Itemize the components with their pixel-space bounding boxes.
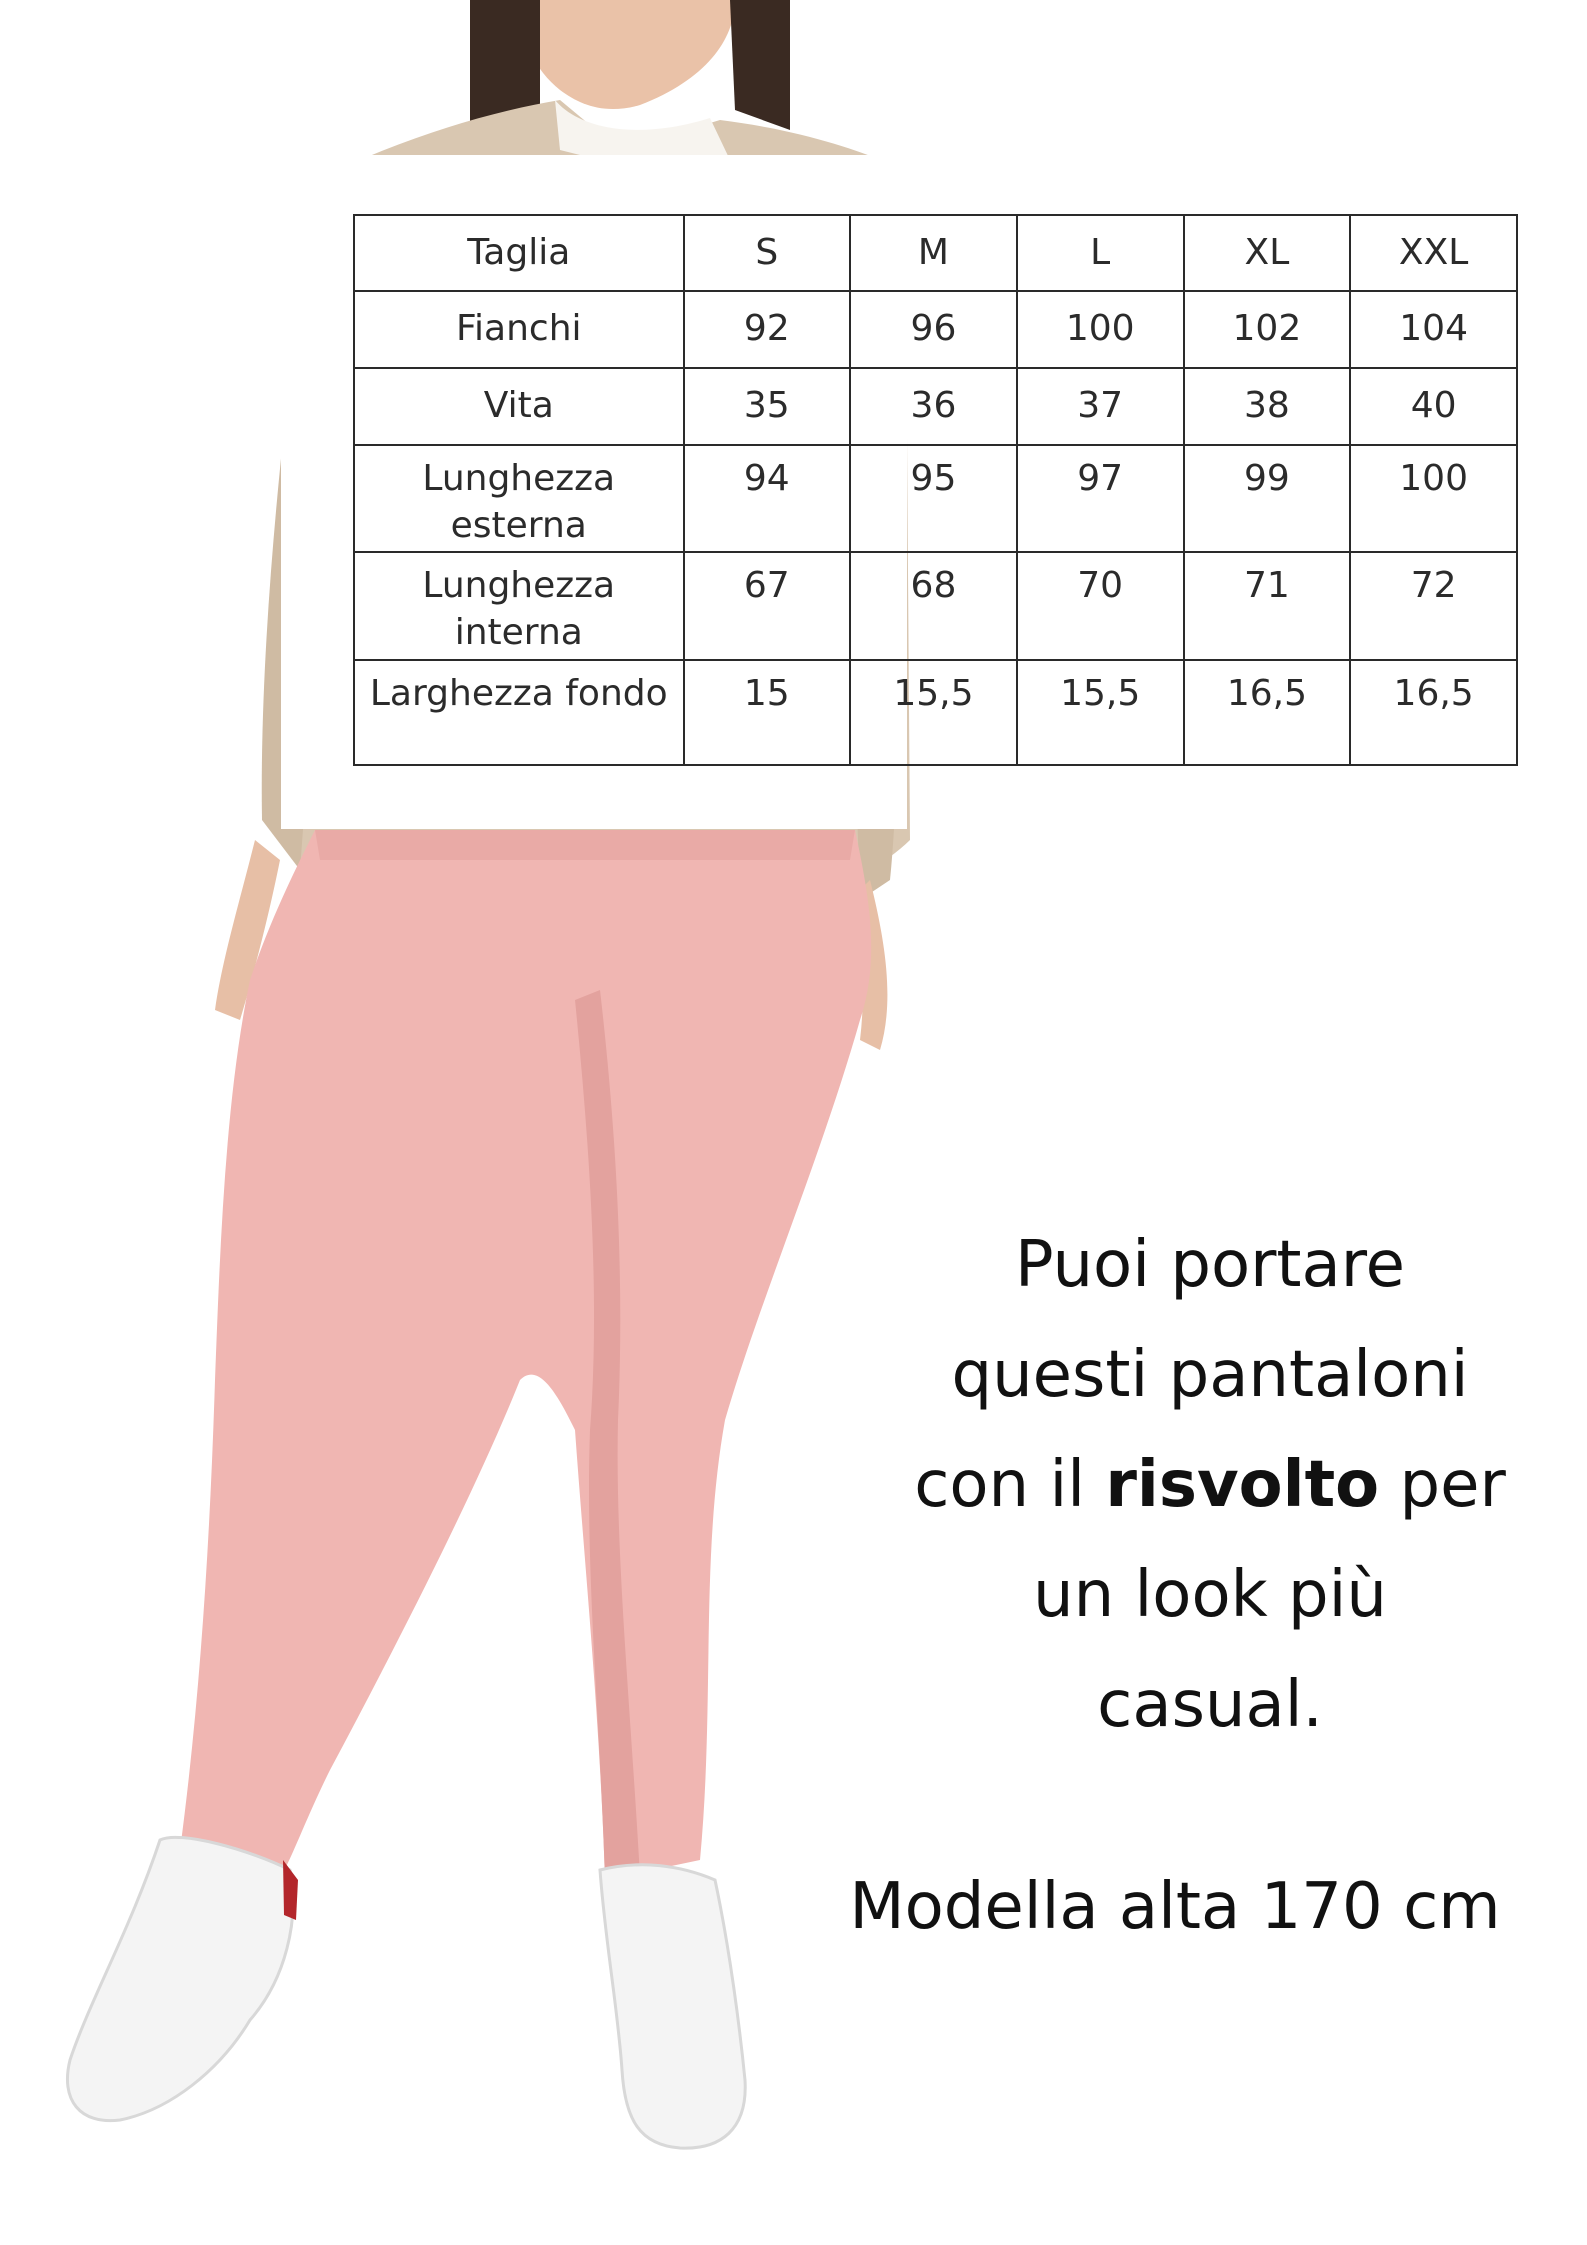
table-row: [354, 291, 1517, 368]
table-cell: 99: [1184, 445, 1351, 552]
right-shoe: [600, 1865, 745, 2148]
table-cell: 68: [850, 552, 1017, 660]
promo-line: casual.: [1097, 1668, 1323, 1742]
table-row: [354, 445, 1517, 552]
table-cell: 102: [1184, 291, 1351, 368]
table-cell: 97: [1017, 445, 1184, 552]
table-cell: 67: [684, 552, 851, 660]
table-cell: 100: [1350, 445, 1517, 552]
table-cell: 15: [684, 660, 851, 765]
model-hair-right: [730, 0, 790, 130]
table-cell: 15,5: [850, 660, 1017, 765]
row-label: Fianchi: [354, 291, 684, 368]
pants: [180, 830, 871, 1890]
pants-waist: [315, 830, 855, 860]
table-cell: 95: [850, 445, 1017, 552]
table-row: [354, 552, 1517, 660]
table-row: [354, 660, 1517, 765]
promo-line: Puoi portare: [1015, 1228, 1405, 1302]
table-header-row: [354, 215, 1517, 291]
table-cell: 16,5: [1184, 660, 1351, 765]
table-cell: 38: [1184, 368, 1351, 445]
table-cell: 96: [850, 291, 1017, 368]
promo-line: [860, 1430, 1560, 1540]
left-shoe: [67, 1837, 293, 2120]
table-cell: 40: [1350, 368, 1517, 445]
promo-text: [860, 1210, 1560, 1760]
row-label: Larghezza fondo: [354, 660, 684, 765]
promo-line: un look più: [1033, 1558, 1387, 1632]
table-cell: 92: [684, 291, 851, 368]
table-cell: 94: [684, 445, 851, 552]
header-size: L: [1017, 215, 1184, 291]
table-cell: 70: [1017, 552, 1184, 660]
table-cell: 72: [1350, 552, 1517, 660]
header-size: S: [684, 215, 851, 291]
table-cell: 36: [850, 368, 1017, 445]
model-face: [520, 0, 735, 109]
table-cell: 104: [1350, 291, 1517, 368]
header-size: XXL: [1350, 215, 1517, 291]
header-size: XL: [1184, 215, 1351, 291]
promo-line-start: con il: [914, 1448, 1106, 1522]
promo-highlight: risvolto: [1105, 1448, 1380, 1522]
size-chart-table: [353, 214, 1518, 766]
table-cell: 15,5: [1017, 660, 1184, 765]
table-cell: 37: [1017, 368, 1184, 445]
row-label: Lunghezza interna: [354, 552, 684, 660]
table-cell: 100: [1017, 291, 1184, 368]
table-cell: 35: [684, 368, 851, 445]
header-size: M: [850, 215, 1017, 291]
model-height-note: Modella alta 170 cm: [849, 1870, 1501, 1944]
table-cell: 16,5: [1350, 660, 1517, 765]
header-label: Taglia: [354, 215, 684, 291]
promo-line-end: per: [1379, 1448, 1506, 1522]
promo-line: questi pantaloni: [951, 1338, 1469, 1412]
table-cell: 71: [1184, 552, 1351, 660]
row-label: Vita: [354, 368, 684, 445]
row-label: Lunghezza esterna: [354, 445, 684, 552]
table-row: [354, 368, 1517, 445]
